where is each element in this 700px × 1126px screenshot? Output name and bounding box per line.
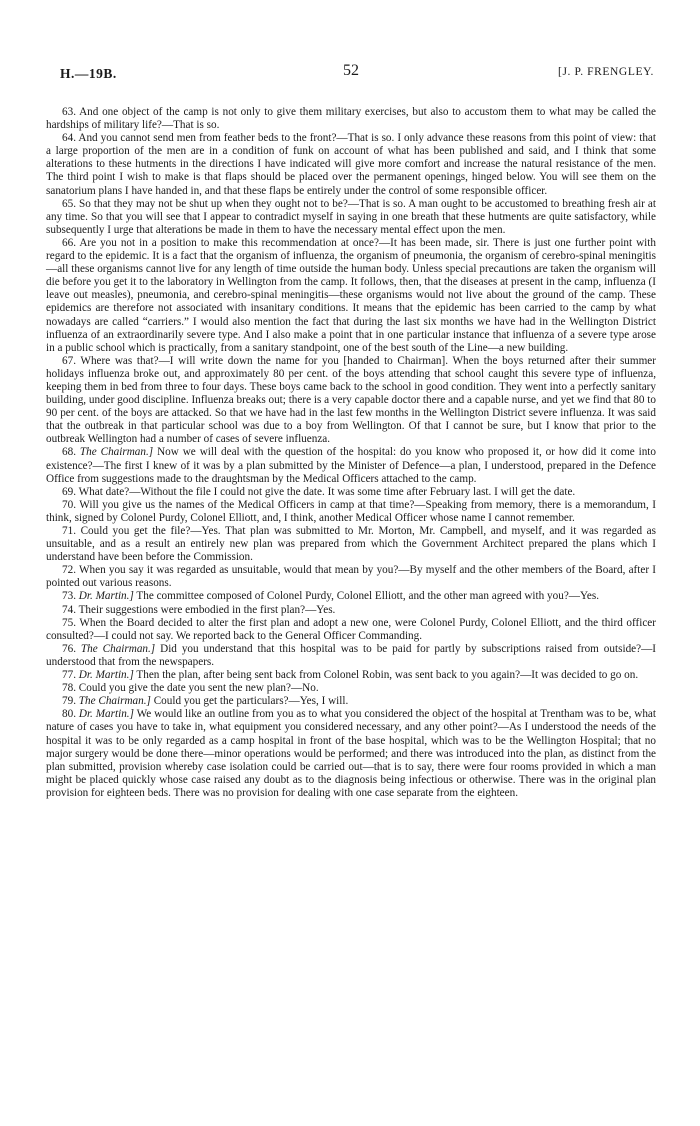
question-paragraph	[46, 355, 656, 447]
testimony-text: The committee composed of Colonel Purdy, Colonel Elliott, and the other man agreed with you?—Yes.	[136, 590, 600, 603]
question-paragraph	[46, 237, 656, 355]
question-number: 74.	[62, 603, 76, 616]
question-number: 77.	[62, 669, 76, 682]
question-number: 78.	[62, 682, 76, 695]
question-paragraph	[46, 198, 656, 237]
testimony-text: Now we will deal with the question of the hospital: do you know who proposed it, or how did it come into existence?—The first I knew of it was by a plan submitted by the Minister of Defence—a plan, I understood, prepared in the Defence Office from suggestions made to the draughtsman by the Medical Officers attached to the camp.	[46, 446, 657, 485]
speaker-label: Dr. Martin.]	[78, 669, 134, 682]
question-paragraph	[46, 669, 656, 682]
question-number: 68.	[62, 446, 76, 459]
question-paragraph	[46, 446, 656, 485]
testimony-text: Could you get the particulars?—Yes, I will.	[153, 695, 349, 708]
question-paragraph	[46, 106, 656, 132]
witness-name: [J. P. FRENGLEY.	[558, 66, 654, 78]
question-paragraph	[46, 590, 656, 603]
question-paragraph	[46, 617, 656, 643]
testimony-text: Did you understand that this hospital was to be paid for partly by subscriptions raised from outside?—I understood that from the newspapers.	[46, 642, 657, 668]
testimony-text: What date?—Without the file I could not give the date. It was some time after February last. I will get the date.	[78, 485, 576, 498]
question-paragraph	[46, 486, 656, 499]
testimony-text: Where was that?—I will write down the name for you [handed to Chairman]. When the boys returned after their summer holidays influenza broke out, and approximately 80 per cent. of the boys attending that school caught this severe type of influenza, keeping them in bed from three to four days. These boys came back to the school in good condition. They went into a perfectly sanitary building, under good discipline. Influenza breaks out; there is a very capable doctor there and a capable nurse, and yet we find that 80 to 90 per cent. of the boys are attacked. So that we have had in the last few months in the Wellington District severe influenza. It was said that the outbreak in that particular school was due to a boy from Wellington. Of that I cannot be sure, but I know that prior to the outbreak Wellington had a number of cases of severe influenza.	[46, 354, 656, 446]
question-number: 72.	[62, 564, 76, 577]
page-number: 52	[343, 62, 359, 79]
question-paragraph	[46, 132, 656, 197]
page-header	[46, 40, 656, 81]
question-number: 76.	[62, 642, 76, 655]
question-number: 67.	[62, 354, 76, 367]
testimony-text: When you say it was regarded as unsuitable, would that mean by you?—By myself and the other members of the Board, after I pointed out various reasons.	[46, 564, 656, 590]
speaker-label: The Chairman.]	[78, 695, 151, 708]
parliamentary-paper-ref: H.—19B.	[60, 66, 117, 81]
testimony-text: Could you get the file?—Yes. That plan was submitted to Mr. Morton, Mr. Campbell, and myself, and it was regarded as unsuitable, and as a result an entirely new plan was prepared from which the Government Architect prepared the plans which I understand have been before the Commission.	[46, 525, 656, 564]
question-number: 70.	[62, 498, 76, 511]
testimony-text: Then the plan, after being sent back from Colonel Robin, was sent back to you again?—It was decided to go on.	[136, 669, 639, 682]
question-paragraph	[46, 525, 656, 564]
testimony-text: When the Board decided to alter the first plan and adopt a new one, were Colonel Purdy, Colonel Elliott, and the third officer consulted?—I could not say. We reported back to the General Officer Commanding.	[46, 616, 656, 642]
question-number: 80.	[62, 708, 76, 721]
question-paragraph	[46, 643, 656, 669]
question-number: 71.	[62, 525, 76, 537]
speaker-label: Dr. Martin.]	[78, 708, 134, 721]
testimony-text: Will you give us the names of the Medical Officers in camp at that time?—Speaking from memory, there is a memorandum, I think, signed by Colonel Purdy, Colonel Elliott, and, I think, another Medical Officer whose name I cannot remember.	[46, 498, 656, 524]
question-paragraph	[46, 708, 656, 800]
testimony-text: Could you give the date you sent the new plan?—No.	[78, 682, 319, 695]
speaker-label: The Chairman.]	[80, 642, 156, 655]
testimony-text: Their suggestions were embodied in the first plan?—Yes.	[78, 603, 336, 616]
speaker-label: Dr. Martin.]	[78, 590, 134, 603]
testimony-text: So that they may not be shut up when they ought not to be?—That is so. A man ought to be accustomed to breathing fresh air at any time. So that you will see that I appear to contradict myself in saying in one breath that these hutments are quite satisfactory, while subsequently I urge that alterations be made in them to have the necessary mental effect upon the men.	[46, 197, 657, 236]
question-paragraph	[46, 604, 656, 617]
question-number: 64.	[62, 132, 76, 145]
question-paragraph	[46, 695, 656, 708]
question-paragraph	[46, 682, 656, 695]
question-paragraph	[46, 564, 656, 590]
testimony-text: And you cannot send men from feather beds to the front?—That is so. I only advance these reasons from this point of view: that a large proportion of the men are in a condition of funk on account of what has been published and said, and I think that some alterations to these hutments in the directions I have indicated will give more comfort and increase the natural resistance of the men. The third point I wish to make is that flaps should be placed over the permanent openings, hinged below. You will see them on the sanatorium plans I have handed in, and that these flaps be entirely under the control of some responsible officer.	[46, 132, 656, 197]
question-number: 66.	[62, 236, 76, 249]
testimony-text: We would like an outline from you as to what you considered the object of the hospital at Trentham was to be, what nature of cases you have to take in, what equipment you considered necessary, and any other point?—As I understood the needs of the hospital it was to be only regarded as a camp hospital in front of the base hospital, which was to be the Wellington Hospital; that no major surgery would be done there—minor operations would be performed; and there was introduced into the plan, as distinct from the plan submitted, provision whereby case isolation could be carried out—that is to say, there were four rooms provided in which a man might be placed quickly whose case raised any doubt as to the diagnosis being infectious or otherwise. There was in the original plan provision for eighteen beds. There was no provision for dealing with one case separate from the eighteen.	[46, 708, 657, 799]
question-number: 69.	[62, 485, 76, 498]
question-number: 65.	[62, 197, 76, 210]
question-number: 79.	[62, 695, 76, 708]
testimony-text: And one object of the camp is not only to give them military exercises, but also to accustom them to what may be called the hardships of military life?—That is so.	[46, 106, 656, 132]
question-number: 73.	[62, 590, 76, 603]
testimony-body	[46, 106, 656, 800]
testimony-text: Are you not in a position to make this recommendation at once?—It has been made, sir. There is just one further point with regard to the epidemic. It is a fact that the organism of influenza, the organism of pneumonia, the organism of cerebro-spinal meningitis—all these organisms cannot live for any length of time outside the human body. Unless special precautions are taken the organism will die before you get it to the laboratory in Wellington from the camp. It follows, then, that the diseases at present in the camp, influenza (I leave out measles), pneumonia, and cerebro-spinal meningitis—these organisms would not live about the ground of the camp. These epidemics are therefore not associated with insanitary conditions. It means that the epidemic has been carried to the camp by what nowadays are called “carriers.” I would also mention the fact that during the last six months we have had in the Wellington District influenza of an extraordinarily severe type. And I also make a point that in one particular instance that influenza of a severe type arose in a public school which is practically, from a sanitary standpoint, one of the best south of the Line—a new building.	[46, 236, 656, 354]
question-number: 63.	[62, 106, 76, 118]
question-paragraph	[46, 499, 656, 525]
speaker-label: The Chairman.]	[79, 446, 154, 459]
question-number: 75.	[62, 616, 76, 629]
